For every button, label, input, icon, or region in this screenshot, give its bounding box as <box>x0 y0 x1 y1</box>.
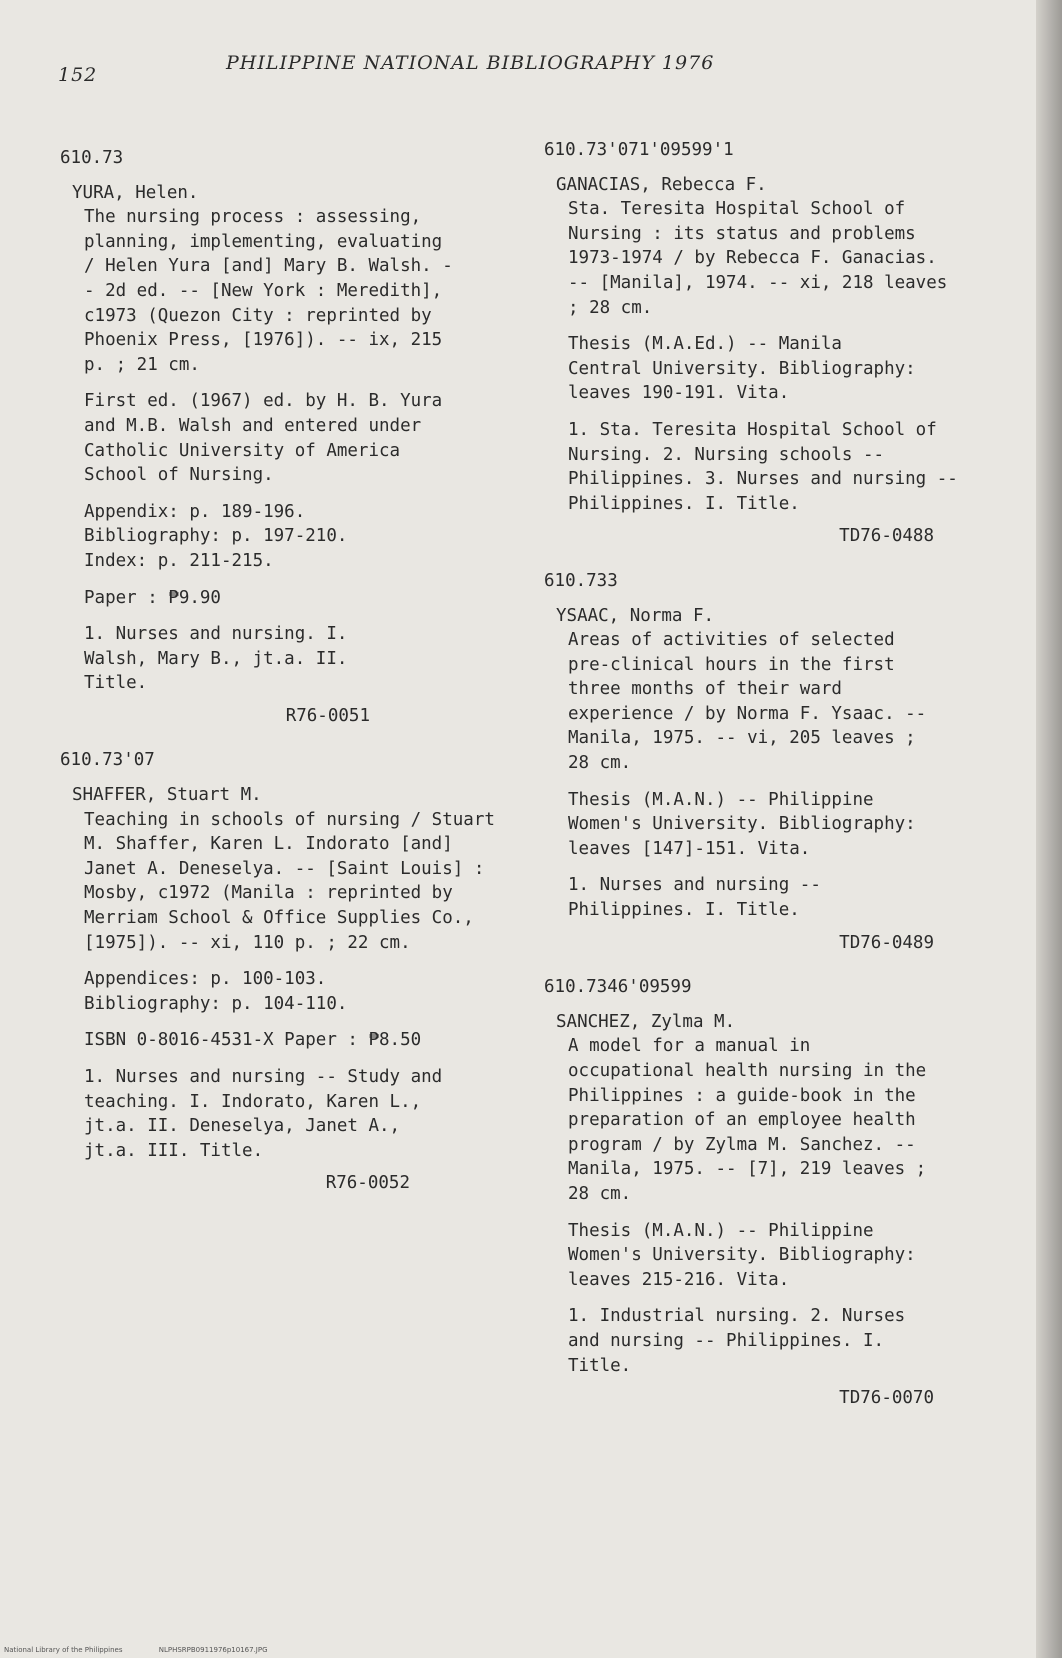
footer-library: National Library of the Philippines <box>4 1646 123 1654</box>
page-number: 152 <box>58 64 98 86</box>
entry-author: YSAAC, Norma F. <box>556 605 715 626</box>
entry-author: SHAFFER, Stuart M. <box>72 785 262 806</box>
control-number: R76-0051 <box>285 705 370 726</box>
entry-author: GANACIAS, Rebecca F. <box>556 174 767 195</box>
entry-note: Appendices: p. 100-103. Bibliography: p. 104-110. <box>84 969 348 1014</box>
entry-description: Teaching in schools of nursing / Stuart M. Shaffer, Karen L. Indorato [and] Janet A. Deneselya. -- [Saint Louis] : Mosby, c1972 (Manila : reprinted by Merriam School & Office Supplies Co., [1975]). -- xi, 110 p. ; 22 cm. <box>84 809 495 953</box>
entry-subjects: 1. Sta. Teresita Hospital School of Nursing. 2. Nursing schools -- Philippines. 3. Nurses and nursing -- Philippines. I. Title. <box>568 419 958 514</box>
class-number: 610.733 <box>544 570 618 591</box>
scan-footer <box>4 1646 302 1654</box>
control-number: TD76-0070 <box>839 1388 934 1409</box>
catalog-entry <box>544 138 964 549</box>
class-number: 610.73 <box>60 148 124 168</box>
entry-author: YURA, Helen. <box>72 182 199 203</box>
page-edge-shadow <box>1036 0 1062 1658</box>
entry-note: Thesis (M.A.N.) -- Philippine Women's University. Bibliography: leaves [147]-151. Vita. <box>568 789 916 859</box>
catalog-entry <box>544 975 944 1411</box>
entry-description: Sta. Teresita Hospital School of Nursing : its status and problems 1973-1974 / by Rebecca F. Ganacias. -- [Manila], 1974. -- xi, 218 leaves ; 28 cm. <box>568 199 948 318</box>
entry-description: The nursing process : assessing, planning, implementing, evaluating / Helen Yura [and] Mary B. Walsh. -- 2d ed. -- [New York : Meredith], c1973 (Quezon City : reprinted by Phoenix Press, [1976]). -- ix, 215 p. ; 21 cm. <box>84 207 453 375</box>
footer-file: NLPHSRPB0911976p10167.JPG <box>158 1646 268 1654</box>
entry-subjects: 1. Nurses and nursing. I. Walsh, Mary B., jt.a. II. Title. <box>84 624 348 694</box>
entry-description: Areas of activities of selected pre-clinical hours in the first three months of their ward experience / by Norma F. Ysaac. -- Manila, 1975. -- vi, 205 leaves ; 28 cm. <box>568 630 927 774</box>
entry-note: Paper : ₱9.90 <box>84 587 221 608</box>
entry-subjects: 1. Industrial nursing. 2. Nurses and nursing -- Philippines. I. Title. <box>568 1306 906 1376</box>
entry-note: Appendix: p. 189-196. Bibliography: p. 197-210. Index: p. 211-215. <box>84 501 348 571</box>
page-title: PHILIPPINE NATIONAL BIBLIOGRAPHY 1976 <box>226 52 715 74</box>
entry-note: Thesis (M.A.N.) -- Philippine Women's University. Bibliography: leaves 215-216. Vita. <box>568 1220 916 1290</box>
control-number: TD76-0488 <box>839 526 934 547</box>
right-column <box>544 138 1004 1431</box>
catalog-entry <box>60 146 460 728</box>
control-number: TD76-0489 <box>839 932 934 953</box>
entry-subjects: 1. Nurses and nursing -- Philippines. I. Title. <box>568 875 821 921</box>
entry-subjects: 1. Nurses and nursing -- Study and teaching. I. Indorato, Karen L., jt.a. II. Deneselya, Janet A., jt.a. III. Title. <box>84 1067 443 1161</box>
class-number: 610.73'071'09599'1 <box>544 140 734 160</box>
entry-note: ISBN 0-8016-4531-X Paper : ₱8.50 <box>84 1030 422 1051</box>
entry-note: Thesis (M.A.Ed.) -- Manila Central University. Bibliography: leaves 190-191. Vita. <box>568 334 916 404</box>
entry-description: A model for a manual in occupational health nursing in the Philippines : a guide-book in the preparation of an employee health program / by Zylma M. Sanchez. -- Manila, 1975. -- [7], 219 leaves ; 28 cm. <box>568 1036 927 1204</box>
control-number: R76-0052 <box>325 1173 410 1194</box>
class-number: 610.7346'09599 <box>544 977 692 998</box>
catalog-entry <box>544 569 944 955</box>
left-column <box>60 146 510 1216</box>
catalog-entry <box>60 748 500 1196</box>
entry-author: SANCHEZ, Zylma M. <box>556 1011 736 1032</box>
entry-note: First ed. (1967) ed. by H. B. Yura and M.B. Walsh and entered under Catholic University of America School of Nursing. <box>84 391 443 486</box>
class-number: 610.73'07 <box>60 750 155 771</box>
